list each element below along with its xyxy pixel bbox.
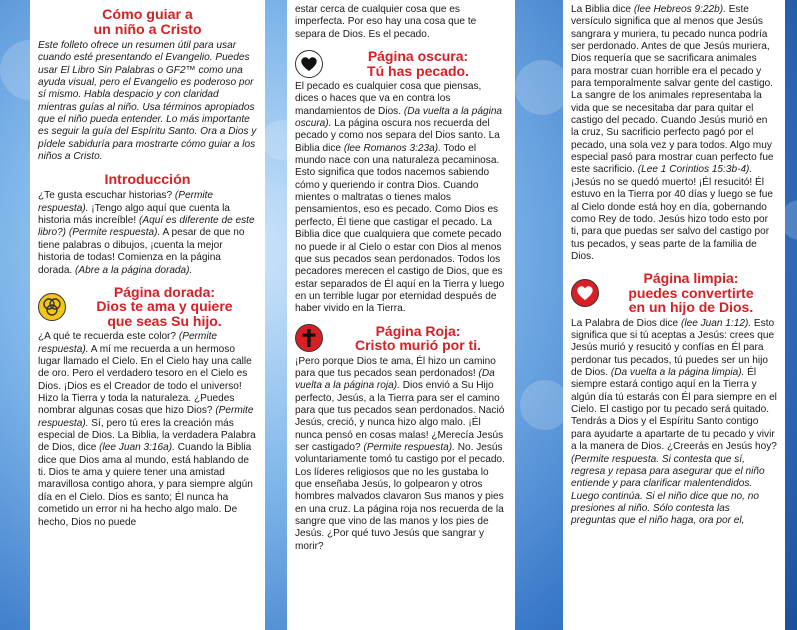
panel-left <box>30 0 265 630</box>
text-run: La Palabra de Dios dice <box>571 317 681 329</box>
text-run: Cuando la Biblia dice que Dios ama al mundo, está hablando de ti. Dios te ama y quiere tener una amistad maravillosa contigo ahora, y para siempre algún día en el Cielo. Dios es santo; Él nunca ha cometido un error ni ha hecho algo malo. De hecho, Dios no puede <box>38 442 253 528</box>
text-run: ¡Pero porque Dios te ama, Él hizo un camino para que tus pecados sean perdonados! <box>295 355 496 379</box>
text-run: ¡Tengo algo aquí que cuenta la historia más increíble! <box>38 202 230 227</box>
text-run: (Permite respuesta). <box>38 331 217 355</box>
text-run: (Permite respuesta. Si contesta que sí, regresa y repasa para asegurar que el niño entiende y para clarificar malentendidos. Luego continúa. Si el niño dice que no, no presiones al niño. Sólo contesta las preguntas que el niño haga, ora por el, <box>571 453 765 527</box>
white-heart-icon <box>571 279 599 307</box>
text-run: La página oscura nos recuerda del pecado y como nos separa del Dios santo. La Biblia dice <box>295 118 500 154</box>
text-run: La Biblia dice <box>571 4 634 15</box>
intro-text: Este folleto ofrece un resumen útil para usar cuando esté presentando el Evangelio. Puedes usar El Libro Sin Palabras o GF2™ como una ayuda visual, pero el Evangelio es poderoso por sí mismo. Habla despacio y con claridad mientras guías al niño. Usa términos apropiados que el niño pueda entender. Lo más importante es seguir la guía del Espíritu Santo. Ora a Dios y pídele sabiduría para mostrarte cómo guiar a los niños a Cristo. <box>38 40 257 163</box>
text-run: (lee Juan 3:16a). <box>99 442 175 454</box>
text-run: No. Jesús voluntariamente tomó tu castigo por el pecado. Los líderes religiosos que no les gustaba lo que enseñaba Jesús, lo golpearon y otros hombres malvados clavaron Sus manos y pies en una cruz. La página roja nos recuerda de la sangre que vino de las manos y los pies de Jesús. ¿Por qué tuvo Jesús que sangrar y morir? <box>295 441 505 552</box>
text-run: (Abre a la página dorada). <box>75 264 193 276</box>
gold-page-heading-block <box>38 285 257 329</box>
text-run: Dios envió a Su Hijo perfecto, Jesús, a la Tierra para ser el camino para que tus pecados sean perdonados. Nació Jesús, creció, y nunca hizo algo malo. ¡Él nunca pensó en cosas malas! ¿Merecía Jesús ser castigado? <box>295 380 505 453</box>
text-run: (Da vuelta a la página oscura). <box>295 105 503 130</box>
text-run: Sí, pero tú eres la creación más especial de Dios. La Biblia, la verdadera Palabra de Dios, dice <box>38 417 256 454</box>
intro-paragraph <box>38 190 257 276</box>
dark-page-paragraph <box>295 81 507 316</box>
text-run: (lee Romanos 3:23a). <box>343 142 441 154</box>
red-page-paragraph <box>295 356 507 554</box>
intro-heading: Introducción <box>104 172 191 189</box>
gold-page-heading: Página dorada: Dios te ama y quiere que seas Su hijo. <box>96 283 233 329</box>
panel-middle <box>287 0 515 630</box>
text-run: ¿Te gusta escuchar historias? <box>38 190 175 202</box>
text-run: (Aquí es diferente de este libro?) (Permite respuesta). <box>38 215 255 239</box>
text-run: estar cerca de cualquier cosa que es imperfecta. Por eso hay una cosa que te separa de Dios. Es el pecado. <box>295 4 477 40</box>
main-title: Cómo guiar a un niño a Cristo <box>93 7 202 38</box>
dark-page-heading-block <box>295 49 507 78</box>
text-run: (Permite respuesta). <box>363 441 455 453</box>
red-page-heading-block <box>295 324 507 353</box>
gold-page-paragraph <box>38 331 257 529</box>
middle-continued-text <box>295 4 507 41</box>
right-continued-text <box>571 4 777 263</box>
text-run: ¿A qué te recuerda este color? <box>38 331 179 343</box>
text-run: (Lee 1 Corintios 15:3b-4). <box>637 164 753 176</box>
clean-page-heading-block <box>571 271 777 315</box>
black-heart-icon <box>295 50 323 78</box>
text-run: Él siempre estará contigo aquí en la Tierra y algún día tú estarás con Él para siempre en el Cielo. El castigo por tu pecado será quitado. Tendrás a Dios y el Espíritu Santo contigo para ayudarte a apartarte de tu pecado y vivir a la manera de Dios. ¿Creerás en Jesús hoy? <box>571 367 777 453</box>
cross-icon <box>295 324 323 352</box>
text-run: Esto significa que si tú aceptas a Jesús: crees que Jesús murió y resucitó y confías en Él para perdonar tus pecados, tú puedes ser un hijo de Dios. <box>571 317 775 379</box>
text-run: Todo el mundo nace con una naturaleza pecaminosa. Esto significa que todos nacemos sabiendo cómo y queriendo ir contra Dios. Cuando mientes o maltratas o tienes malos pensamientos, eso es pecado. Como Dios es perfecto, Él tiene que castigar el pecado. La Biblia dice que cualquiera que comete pecado no puede ir al Cielo o estar con Dios al menos que sus pecados sean perdonados. Todos los pecadores merecen el castigo de Dios, que es estar separados de Él aquí en la Tierra y luego en un terrible lugar por eternidad después de haber vivido en la Tierra. <box>295 142 505 315</box>
panel-right <box>563 0 785 630</box>
text-run: (Da vuelta a la página limpia). <box>610 367 745 379</box>
red-page-heading: Página Roja: Cristo murió por ti. <box>355 322 481 354</box>
text-run: (Permite respuesta). <box>38 190 214 214</box>
text-run: (Permite respuesta). <box>38 405 254 429</box>
three-rings-icon <box>38 293 66 321</box>
text-run: (lee Hebreos 9:22b). <box>633 4 726 15</box>
text-run: (Da vuelta a la página roja). <box>295 367 495 392</box>
text-run: El pecado es cualquier cosa que piensas, dices o haces que va en contra los mandamientos de Dios. <box>295 81 482 117</box>
dark-page-heading: Página oscura: Tú has pecado. <box>367 48 469 79</box>
clean-page-heading: Página limpia: puedes convertirte en un hijo de Dios. <box>628 270 754 316</box>
text-run: Este versículo significa que al menos que Jesús sangrara y muriera, tu pecado nunca podría ser perdonado. Antes de que Jesús muriera, Dios requería que se sacrificara animales para mostrar cuan horrible era el pecado y para temporalmente salvar gente del castigo. La sangre de los animales representaba la vida que se necesitaba dar para quitar el castigo del pecado. Cuando Jesús murió en la cruz, Su sacrificio perfecto pagó por el pecado, una sola vez y para todos. Algo muy especial pasó para mostrar cuan perfecto fue este sacrificio. <box>571 4 774 176</box>
text-run: ¡Jesús no se quedó muerto! ¡Él resucitó! Él estuvo en la Tierra por 40 días y luego se fue al Cielo donde está hoy en día, gobernando como Rey de todo. Jesús hizo todo esto por ti, para que puedas ser salvo del castigo por tus pecados, y seas parte de la familia de Dios. <box>571 176 773 262</box>
clean-page-paragraph <box>571 318 777 528</box>
text-run: A mí me recuerda a un hermoso lugar llamado el Cielo. En el Cielo hay una calle de oro. Pero el verdadero tesoro en el Cielo es Dios. ¡Dios es el Creador de todo el universo! Hizo la Tierra y toda la naturaleza. ¿Puedes nombrar algunas cosas que hizo Dios? <box>38 343 252 417</box>
text-run: (lee Juan 1:12). <box>680 317 752 329</box>
bokeh-light <box>515 60 570 115</box>
text-run: A pesar de que no tiene palabras o dibujos, ¡cuenta la mejor historia de todas! Comienza en la página dorada. <box>38 227 245 276</box>
